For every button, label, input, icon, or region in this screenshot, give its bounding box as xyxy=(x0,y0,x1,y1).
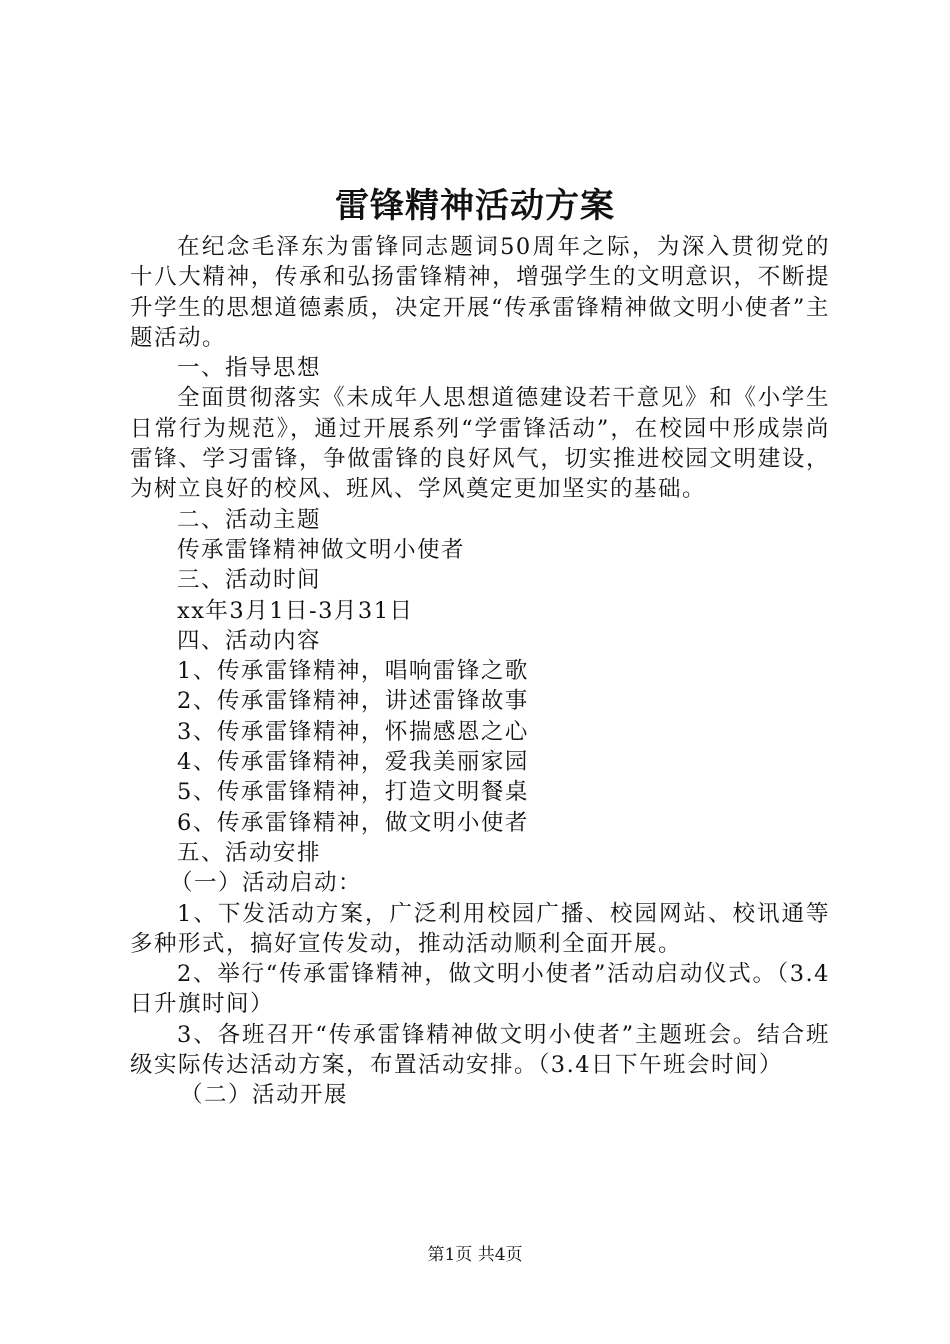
document-body xyxy=(130,232,830,1111)
content-item: 6、传承雷锋精神，做文明小使者 xyxy=(177,809,529,836)
content-item: 2、传承雷锋精神，讲述雷锋故事 xyxy=(177,688,529,715)
intro-paragraph: 在纪念毛泽东为雷锋同志题词50周年之际，为深入贯彻党的十八大精神，传承和弘扬雷锋精神，增强学生的文明意识，不断提升学生的思想道德素质，决定开展“传承雷锋精神做文明小使者”主题活动。 xyxy=(130,234,830,351)
activity-theme-text: 传承雷锋精神做文明小使者 xyxy=(177,536,466,563)
arrangement-item: 1、下发活动方案，广泛利用校园广播、校园网站、校讯通等多种形式，搞好宣传发动，推动活动顺利全面开展。 xyxy=(130,900,830,957)
section-heading-activity-content: 四、活动内容 xyxy=(177,627,322,654)
activity-time-text: xx年3月1日-3月31日 xyxy=(177,597,414,624)
content-item: 1、传承雷锋精神，唱响雷锋之歌 xyxy=(177,658,529,685)
section-heading-activity-arrangement: 五、活动安排 xyxy=(177,839,322,866)
section-heading-activity-theme: 二、活动主题 xyxy=(177,506,322,533)
content-item: 5、传承雷锋精神，打造文明餐桌 xyxy=(177,779,529,806)
arrangement-item: 3、各班召开“传承雷锋精神做文明小使者”主题班会。结合班级实际传达活动方案，布置活动安排。（3.4日下午班会时间） xyxy=(130,1021,830,1079)
section-heading-guiding-thought: 一、指导思想 xyxy=(177,355,322,382)
page-number: 第1页 共4页 xyxy=(427,1245,523,1265)
content-item: 3、传承雷锋精神，怀揣感恩之心 xyxy=(177,718,529,745)
document-title: 雷锋精神活动方案 xyxy=(335,186,615,226)
section-heading-activity-time: 三、活动时间 xyxy=(177,567,322,594)
subsection-heading-development: （二）活动开展 xyxy=(180,1082,349,1109)
arrangement-item: 2、举行“传承雷锋精神，做文明小使者”活动启动仪式。（3.4日升旗时间） xyxy=(130,961,830,1018)
subsection-heading-launch: （一）活动启动： xyxy=(170,870,363,897)
content-item: 4、传承雷锋精神，爱我美丽家园 xyxy=(177,749,529,776)
guiding-thought-paragraph: 全面贯彻落实《未成年人思想道德建设若干意见》和《小学生日常行为规范》，通过开展系列“学雷锋活动”，在校园中形成崇尚雷锋、学习雷锋，争做雷锋的良好风气，切实推进校园文明建设，为树立良好的校风、班风、学风奠定更加坚实的基础。 xyxy=(130,385,830,503)
